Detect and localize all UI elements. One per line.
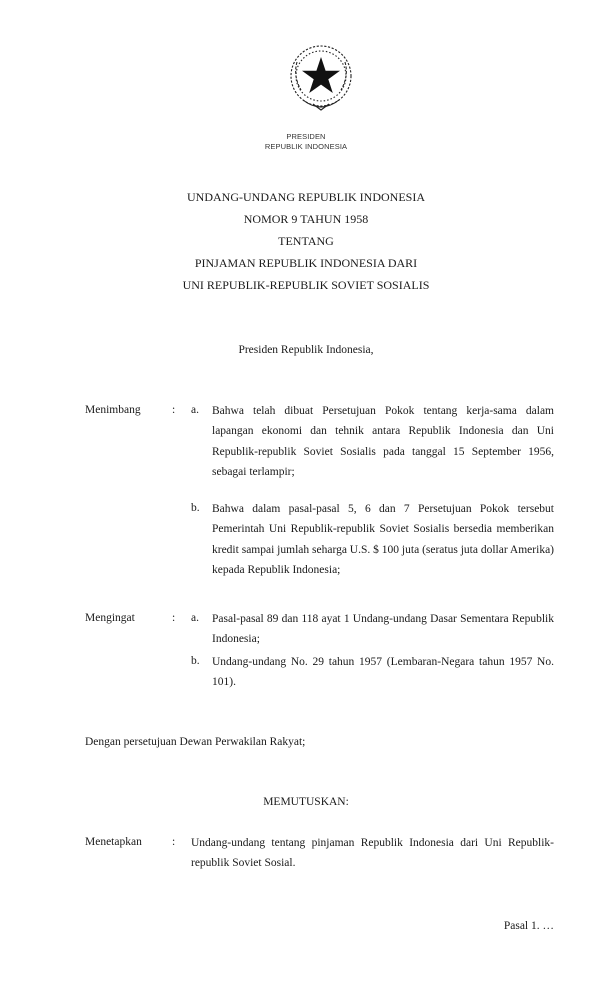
menimbang-item-b-marker: b. xyxy=(191,502,200,514)
title-line-5: UNI REPUBLIK-REPUBLIK SOVIET SOSIALIS xyxy=(182,278,430,292)
menimbang-item-a-text: Bahwa telah dibuat Persetujuan Pokok tentang kerja-sama dalam lapangan ekonomi dan tehnik antara Republik Indonesia dan Uni Republik-republik Soviet Sosialis pada tanggal 15 September 1956, sebagai terlampir; xyxy=(212,405,554,478)
title-line-3: TENTANG xyxy=(278,234,334,248)
menimbang-item-b-text: Bahwa dalam pasal-pasal 5, 6 dan 7 Persetujuan Pokok tersebut Pemerintah Uni Republik-republik Soviet Sosialis bersedia memberikan kredit sampai jumlah seharga U.S. $ 100 juta (seratus juta dollar Amerika) kepada Republik Indonesia; xyxy=(212,503,554,576)
menimbang-label: Menimbang xyxy=(85,404,141,416)
mengingat-colon: : xyxy=(172,612,176,624)
menetapkan-text: Undang-undang tentang pinjaman Republik Indonesia dari Uni Republik-republik Soviet Sosial. xyxy=(191,837,554,870)
mengingat-item-a-text: Pasal-pasal 89 dan 118 ayat 1 Undang-undang Dasar Sementara Republik Indonesia; xyxy=(212,613,554,646)
mengingat-label: Mengingat xyxy=(85,612,135,624)
header-republic-label: REPUBLIK INDONESIA xyxy=(264,142,348,151)
menimbang-item-a-marker: a. xyxy=(191,404,199,416)
mengingat-item-a-marker: a. xyxy=(191,612,199,624)
title-line-2: NOMOR 9 TAHUN 1958 xyxy=(243,212,369,226)
title-line-4: PINJAMAN REPUBLIK INDONESIA DARI xyxy=(194,256,418,270)
menetapkan-label: Menetapkan xyxy=(85,836,142,848)
page-continuation-ref: Pasal 1. … xyxy=(503,920,554,932)
title-line-1: UNDANG-UNDANG REPUBLIK INDONESIA xyxy=(187,190,425,204)
approval-statement: Dengan persetujuan Dewan Perwakilan Rakyat; xyxy=(85,736,306,748)
mengingat-item-b-text: Undang-undang No. 29 tahun 1957 (Lembaran-Negara tahun 1957 No. 101). xyxy=(212,656,554,689)
menetapkan-colon: : xyxy=(172,836,176,848)
header-president-label: PRESIDEN xyxy=(286,132,326,141)
decision-heading: MEMUTUSKAN: xyxy=(263,796,349,808)
garuda-star-wreath-emblem-icon xyxy=(283,40,359,118)
mengingat-item-b-marker: b. xyxy=(191,655,200,667)
preamble: Presiden Republik Indonesia, xyxy=(238,344,374,356)
menimbang-colon: : xyxy=(172,404,176,416)
